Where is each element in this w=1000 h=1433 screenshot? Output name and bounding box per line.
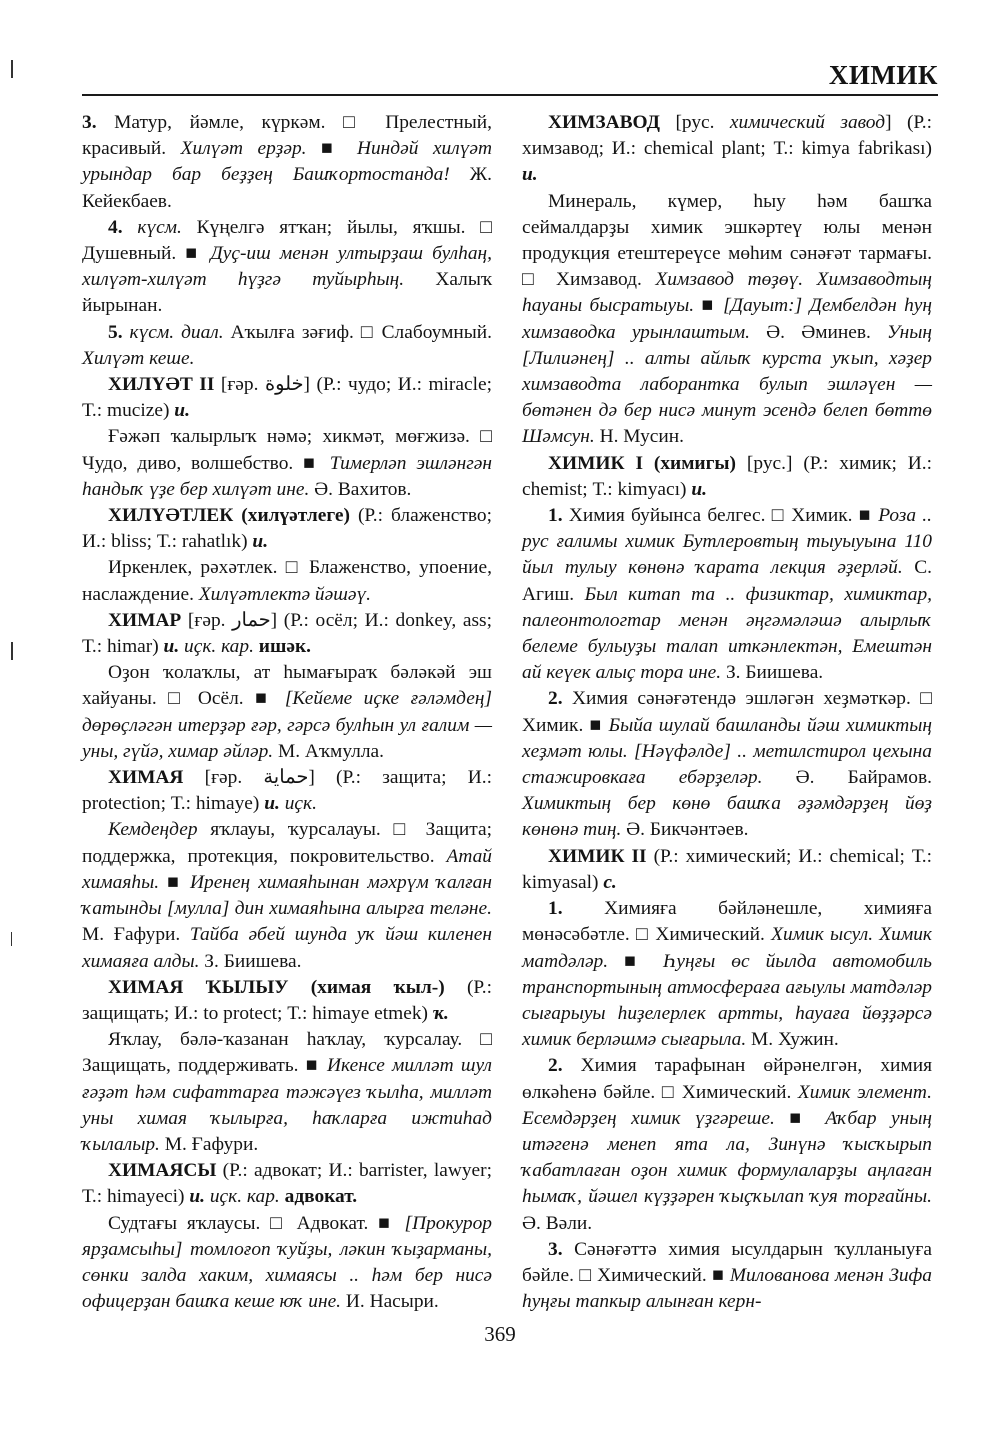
left-column [82,110,492,1315]
entry-paragraph: 5. күсм. диал. Аҡылға зәғиф. □ Слабоумный. Хилүәт кеше. [82,321,492,369]
running-head: ХИМИК [828,60,938,90]
entry-paragraph: ХИМЗАВОД [рус. химический завод] (Р.: химзавод; И.: chemical plant; Т.: kimya fabrikası) и. [522,112,932,186]
entry-paragraph: Яҡлау, бәлә-ҡазанан һаҡлау, ҡурсалау. □ Защищать, поддерживать. ■ Икенсе милләт шул ғәҙәт һәм сифаттарға тәжәүез ҡылһа, милләт уны химая ҡылырға, һаҡларға ижтиһад ҡылалыр. М. Ғафури. [82,1029,492,1155]
entry-paragraph: 2. Химия сәнәғәтендә эшләгән хеҙмәткәр. □ Химик. ■ Быйа шулай башланды йәш химиктың хеҙмәт юлы. [Нәүфәлде] .. метилстирол цехына стажировкаға ебәрҙеләр. Ә. Байрамов. Химиктың бер көнө башҡа әҙәмдәрҙең йөҙ көнөнә тиң. Ә. Бикчәнтәев. [522,688,932,841]
margin-mark [11,932,12,946]
entry-paragraph: Ғәжәп ҡалырлыҡ нәмә; хикмәт, мөғжизә. □ Чудо, диво, волшебство. ■ Тимерләп эшләнгән һандыҡ үҙе бер хилүәт ине. Ә. Вахитов. [82,426,492,500]
page-number: 369 [484,1322,516,1346]
entry-paragraph: Оҙон ҡолаҡлы, ат һымағыраҡ бәләкәй эш хайуаны. □ Осёл. ■ [Кейеме иҫке ғәләмдең] дөрөҫләгән итерҙәр ғәр, гәрсә булһын ул ғалим — уны, гүйә, химар әйләр. М. Аҡмулла. [82,662,492,762]
margin-mark [11,60,13,78]
entry-paragraph: 1. Химияға бәйләнешле, химияға мөнәсәбәтле. □ Химический. Химик ысул. Химик матдәләр. ■ Һуңғы өс йылда автомобиль транспортының атмосфераға ағыулы матдәләр сығарыуы һиҙелерлек артты, һауаға йөҙҙәрсә химик берләшмә сығарыла. М. Хужин. [522,898,932,1051]
entry-paragraph: 3. Матур, йәмле, күркәм. □ Прелестный, красивый. Хилүәт ерҙәр. ■ Ниндәй хилүәт урындар бар беҙҙең Башҡортостанда! Ж. Кейекбаев. [82,112,493,212]
margin-mark [11,642,13,660]
entry-paragraph: 1. Химия буйынса белгес. □ Химик. ■ Роза .. рус ғалимы химик Бутлеровтың тыуыуына 110 йыл тулыу көнөнә ҡарата лекция әҙерләй. С. Агиш. Был китап та .. физиктар, химиктар, палеонтологтар менән әңгәмәләшә алырлыҡ белеме булыуҙы талап иткәнлектән, Емештән ай кеүек алыҫ тора ине. З. Биишева. [522,505,933,684]
entry-paragraph: ХИМАЯ ҠЫЛЫУ (химая ҡыл-) (Р.: защищать; И.: to protect; Т.: himaye etmek) ҡ. [82,976,492,1024]
entry-paragraph: Судтағы яҡлаусы. □ Адвокат. ■ [Прокурор ярҙамсыһы] томлоғоп ҡуйҙы, ләкин ҡыҙарманы, сөнки залда хаким, химаясы .. һәм бер нисә офицерҙан башҡа кеше юҡ ине. И. Насыри. [82,1212,492,1313]
entry-paragraph: ХИМАР [ғәр. حمار] (Р.: осёл; И.: donkey, ass; Т.: himar) и. иҫк. кар. ишәк. [82,609,492,658]
entry-paragraph: 2. Химия тарафынан өйрәнелгән, химия өлкәһенә бәйле. □ Химический. Химик элемент. Есемдәрҙең химик үҙгәреше. ■ Аҡбар уның итәгенә менеп ята ла, Зинүнә ҡысҡырып ҡабатлаған оҙон химик формулаларҙы аңлаған һымаҡ, йәшел күҙҙәрен ҡыҫҡылап ҡуя торғайны. Ә. Вәли. [522,1055,932,1234]
header-rule [82,94,938,96]
entry-paragraph: 3. Сәнәғәттә химия ысулдарын ҡулланыуға бәйле. □ Химический. ■ Миловановa менән Зифа һуңғы тапкыр алынған керн- [522,1238,932,1313]
entry-paragraph: Кемдеңдер яҡлауы, ҡурсалауы. □ Защита; поддержка, протекция, покровительство. Атай химаяһы. ■ Иренең химаяһынан мәхрүм ҡалған ҡатынды [мулла] дин химаяһына алырға теләне. М. Ғафури. Тайба әбей шунда уҡ йәш киленен химаяға алды. З. Биишева. [82,819,492,972]
entry-paragraph: ХИМИК II (Р.: химический; И.: chemical; Т.: kimyasal) с. [522,845,932,893]
entry-paragraph: ХИМАЯСЫ (Р.: адвокат; И.: barrister, lawyer; Т.: himayeci) и. иҫк. кар. адвокат. [82,1160,492,1208]
right-column [522,110,932,1315]
entry-paragraph: ХИМИК I (химигы) [рус.] (Р.: химик; И.: chemist; Т.: kimyacı) и. [522,452,932,500]
entry-paragraph: Минераль, күмер, һыу һәм башҡа сеймалдарҙы химик эшкәртеү юлы менән продукция етештереүсе мөһим сәнәғәт тармағы. □ Химзавод. Химзавод төҙөү. Химзаводтың һауаны бысратыуы. ■ [Дауыт:] Дембелдән һуң химзаводка урынлаштым. Ә. Әминев. Уның [Лилиәнең] .. алты айлыҡ курста уҡып, хәҙер химзаводта лаборантка булып эшләүен — бөтәнен дә бер нисә минут эсендә белеп бөттө Шәмсун. Н. Мусин. [522,190,932,448]
entry-paragraph: ХИЛҮӘТ II [ғәр. خلوة] (Р.: чудо; И.: miracle; Т.: mucize) и. [82,374,492,422]
entry-paragraph: 4. күсм. Күңелгә ятҡан; йылы, яҡшы. □ Душевный. ■ Дуҫ-иш менән ултырҙаш булһаң, хилүәт-хилүәт һүҙгә туйырһың. Халыҡ йырынан. [82,216,492,317]
entry-paragraph: ХИЛҮӘТЛЕК (хилүәтлеге) (Р.: блаженство; И.: bliss; Т.: rahatlık) и. [82,505,492,553]
entry-paragraph: Иркенлек, рәхәтлек. □ Блаженство, упоение, наслаждение. Хилүәтлектә йәшәү. [82,557,492,605]
entry-paragraph: ХИМАЯ [ғәр. حماية] (Р.: защита; И.: protection; Т.: himaye) и. иҫк. [82,767,492,815]
